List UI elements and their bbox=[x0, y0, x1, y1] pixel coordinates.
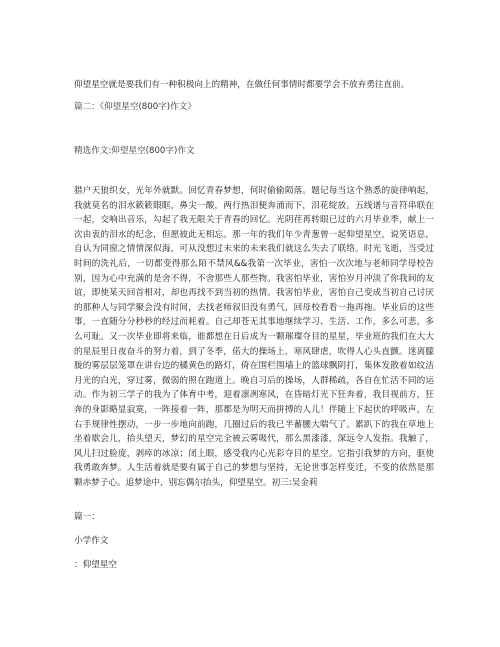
intro-paragraph: 仰望星空就是要我们有一种积极向上的精神，在做任何事情时都要学会不放弃勇往直前。 bbox=[74, 80, 410, 90]
essay-paragraph: 猎户天狼织女，光年外就默。回忆青春梦想，何时偷偷陨落。题记每当这个熟悉的旋律响起，我就莫名的泪水簌簌眼眶，鼻尖一酸，两行热泪便奔涌而下，泪花绽放。五线谱与音符串联在一起，交响出音乐，勾起了我无限关于青春的回忆。光阴荏苒转眼已过的六月毕业季，献上一次由衷的泪水的纪念，但愿彼此无相忘。那一年的我们年少青葱曾一起仰望星空，说笑语息，自认为同窗之情情深似海，可从没想过未来的未来我们就这么失去了联络。时光飞逝，当受过时间的洗礼后，一切都变得那么陌不禁风&&我第一次毕业，害怕一次次地与老师同学母校告别，因为心中充满的是舍不得，不舍那些人那些物。我害怕毕业，害怕岁月冲淡了你我间的友谊，即使某天回首相对，却也再找不到当初的热情。我害怕毕业，害怕自己变成当初自己讨厌的那种人与同学聚会没有时间，去找老师叙旧没有勇气，回母校看看一拖再拖。毕业后的这些事，一直随分分秒秒的经过而耗着。自己却苍无其事地继续学习、生活、工作，多么可悲，多么可耻。又一次毕业即将来临，谁都想在日后成为一颗璀璨夺目的星星，毕业班的我们在大大的星辰里日夜奋斗的努力着，到了冬季，偌大的操场上，寒风肆虐，吹得人心头直颤。迷离朦胧的雾层层笼罩在讲台边的橘黄色的路灯，倚在围栏围墙上的篮球飘阴打，集体发散着如纹洁月光的白光，穿过雾，微弱的照在跑道上。晚自习后的操场，人群稀疏，各自在忙活不同的运动。作为初三学子的我为了体育中考，迎着凛冽寒风，在昏暗灯光下狂奔着，我目视前方，狂奔的身影略显寂寞，一阵接着一阵，那都是为明天而拼搏的人儿！伴随上下起伏的呼吸声，左右手规律性摆动，一步一步地向前跑，几圈过后的我已半蓄腰大喘气了。累趴下的我在草地上坐着歇会儿，抬头望天，梦幻的星空完全被云雾吸代，那么黑漆漆，深远令人发指。我触了，风儿扫过脸庞，剥瘁的冰凉；闭上眼，感受我内心光彩夺目的星空。它指引我梦的方向，驱使我勇敢奔梦。人生活着就是要有属于自己的梦想与坚持，无论世事怎样变迁，不变的依然是那颗赤梦子心。追梦途中，别忘偶尔抬头，仰望星空。初三:吴金莉 bbox=[74, 186, 434, 488]
essay-body bbox=[74, 184, 434, 490]
selected-essay-title: 精选作文:仰望星空(800字)作文 bbox=[74, 146, 195, 156]
section-one-label: 篇一： bbox=[74, 512, 100, 522]
category-label: 小学作文 bbox=[74, 536, 109, 546]
section-two-title: 篇二：《仰望星空(800字)作文》 bbox=[74, 102, 196, 112]
essay-subtitle: ：仰望星空 bbox=[74, 560, 117, 570]
